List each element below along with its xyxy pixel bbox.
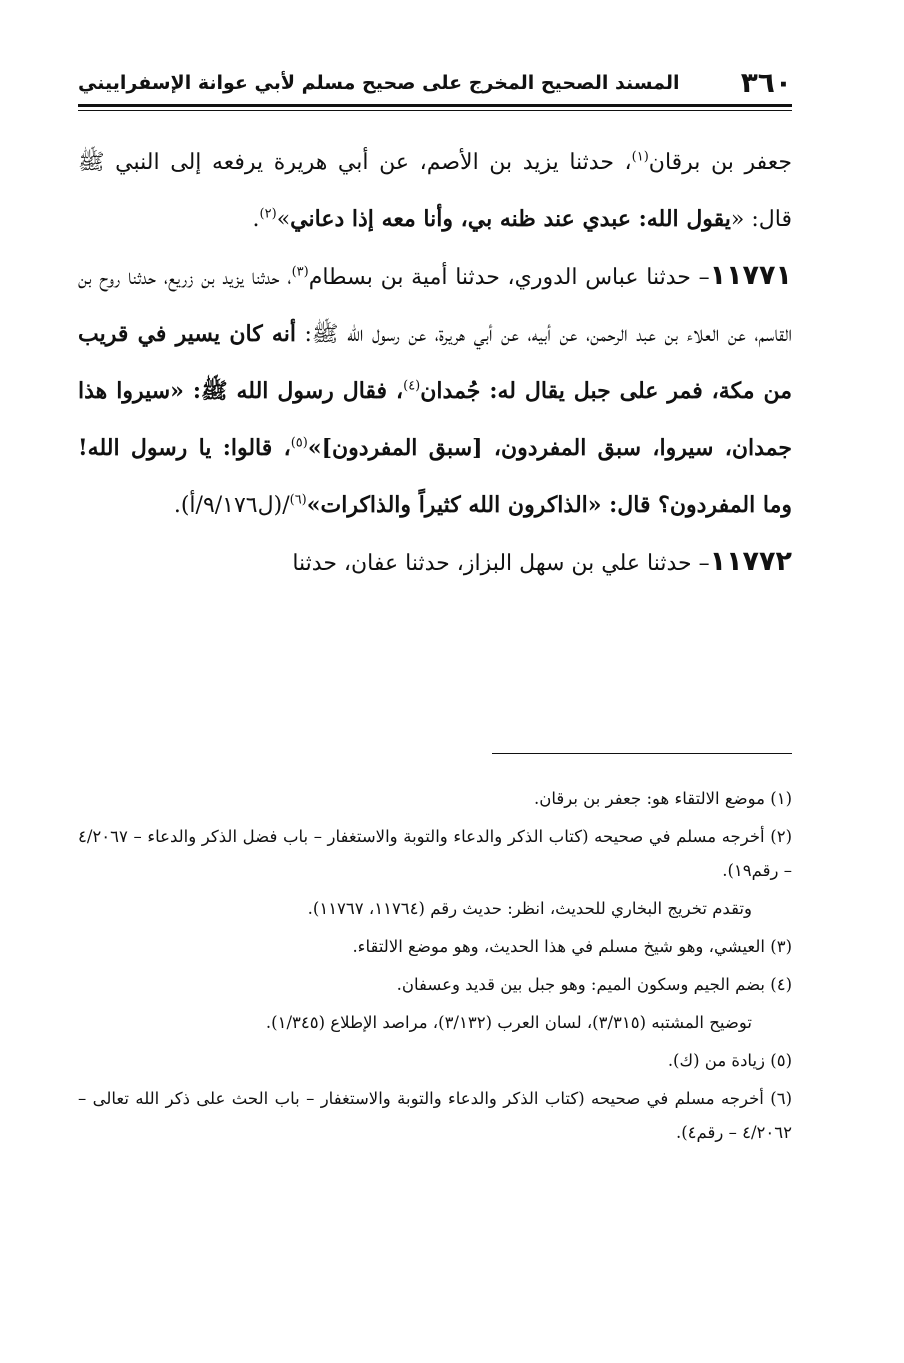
footnote-ref: (٣) bbox=[291, 264, 309, 280]
hadith-matn: ، قالوا: يا رسول الله! وما المفردون؟ قال: «الذاكرون الله كثيراً والذاكرات» bbox=[78, 435, 792, 518]
header-rule-thick bbox=[78, 104, 792, 107]
text: ، حدثنا يزيد بن الأصم، عن أبي هريرة يرفعه إلى النبي ﷺ قال: « bbox=[78, 150, 792, 232]
footnote-ref: (٥) bbox=[290, 435, 308, 451]
footnote-ref: (٢) bbox=[259, 206, 277, 222]
footnote-2-continued: وتقدم تخريج البخاري للحديث، انظر: حديث رقم (١١٧٦٤، ١١٧٦٧). bbox=[307, 899, 752, 918]
hadith-quote: يقول الله: عبدي عند ظنه بي، وأنا معه إذا دعاني bbox=[290, 206, 731, 232]
hadith-number: ١١٧٧١ bbox=[709, 260, 792, 291]
footnote-3: (٣) العيشي، وهو شيخ مسلم في هذا الحديث، وهو موضع الالتقاء. bbox=[352, 937, 792, 956]
footnote-6: (٦) أخرجه مسلم في صحيحه (كتاب الذكر والدعاء والتوبة والاستغفار – باب الحث على ذكر الله تعالى – ٤/٢٠٦٢ – رقم٤). bbox=[78, 1089, 792, 1142]
page-header bbox=[78, 62, 792, 102]
main-text bbox=[78, 135, 792, 592]
text: . bbox=[252, 207, 260, 232]
paragraph-11772 bbox=[78, 534, 792, 592]
paragraph-1 bbox=[78, 135, 792, 248]
footnote-ref: (١) bbox=[631, 149, 649, 165]
book-title: المسند الصحيح المخرج على صحيح مسلم لأبي عوانة الإسفراييني bbox=[78, 72, 680, 94]
footnote-ref: (٤) bbox=[403, 378, 421, 394]
text: – حدثنا علي بن سهل البزاز، حدثنا عفان، حدثنا bbox=[292, 551, 710, 576]
text: جعفر بن برقان bbox=[648, 150, 792, 175]
manuscript-ref: /(ل٩/١٧٦/أ). bbox=[173, 493, 290, 518]
footnote-4: (٤) بضم الجيم وسكون الميم: وهو جبل بين قديد وعسفان. bbox=[396, 975, 792, 994]
page-number: ٣٦٠ bbox=[740, 66, 792, 99]
text: – حدثنا عباس الدوري، حدثنا أمية بن بسطام bbox=[308, 265, 710, 290]
text: » bbox=[276, 207, 291, 232]
paragraph-11771 bbox=[78, 248, 792, 534]
hadith-matn: ، فقال رسول الله ﷺ: «سيروا هذا جمدان، سيروا، سبق المفردون، [سبق المفردون]» bbox=[78, 378, 792, 461]
footnote-1: (١) موضع الالتقاء هو: جعفر بن برقان. bbox=[533, 789, 792, 808]
header-rule-thin bbox=[78, 110, 792, 111]
hadith-number: ١١٧٧٢ bbox=[709, 546, 792, 577]
hadith-matn: أنه كان يسير في قريب من مكة، فمر على جبل يقال له: جُمدان bbox=[78, 321, 792, 404]
footnote-2: (٢) أخرجه مسلم في صحيحه (كتاب الذكر والدعاء والتوبة والاستغفار – باب فضل الذكر والدعاء – ٤/٢٠٦٧ – رقم١٩). bbox=[78, 827, 792, 880]
footnotes bbox=[78, 782, 792, 1154]
footnote-4-continued: توضيح المشتبه (٣/٣١٥)، لسان العرب (٣/١٣٢)، مراصد الإطلاع (١/٣٤٥). bbox=[265, 1013, 752, 1032]
footnote-ref: (٦) bbox=[289, 492, 307, 508]
text: ، حدثنا يزيد بن زريع، حدثنا روح بن القاسم، عن العلاء بن عبد الرحمن، عن أبيه، عن أبي هريرة، عن رسول الله ﷺ: bbox=[78, 265, 793, 347]
footnote-separator bbox=[492, 753, 792, 754]
footnote-5: (٥) زيادة من (ك). bbox=[667, 1051, 792, 1070]
